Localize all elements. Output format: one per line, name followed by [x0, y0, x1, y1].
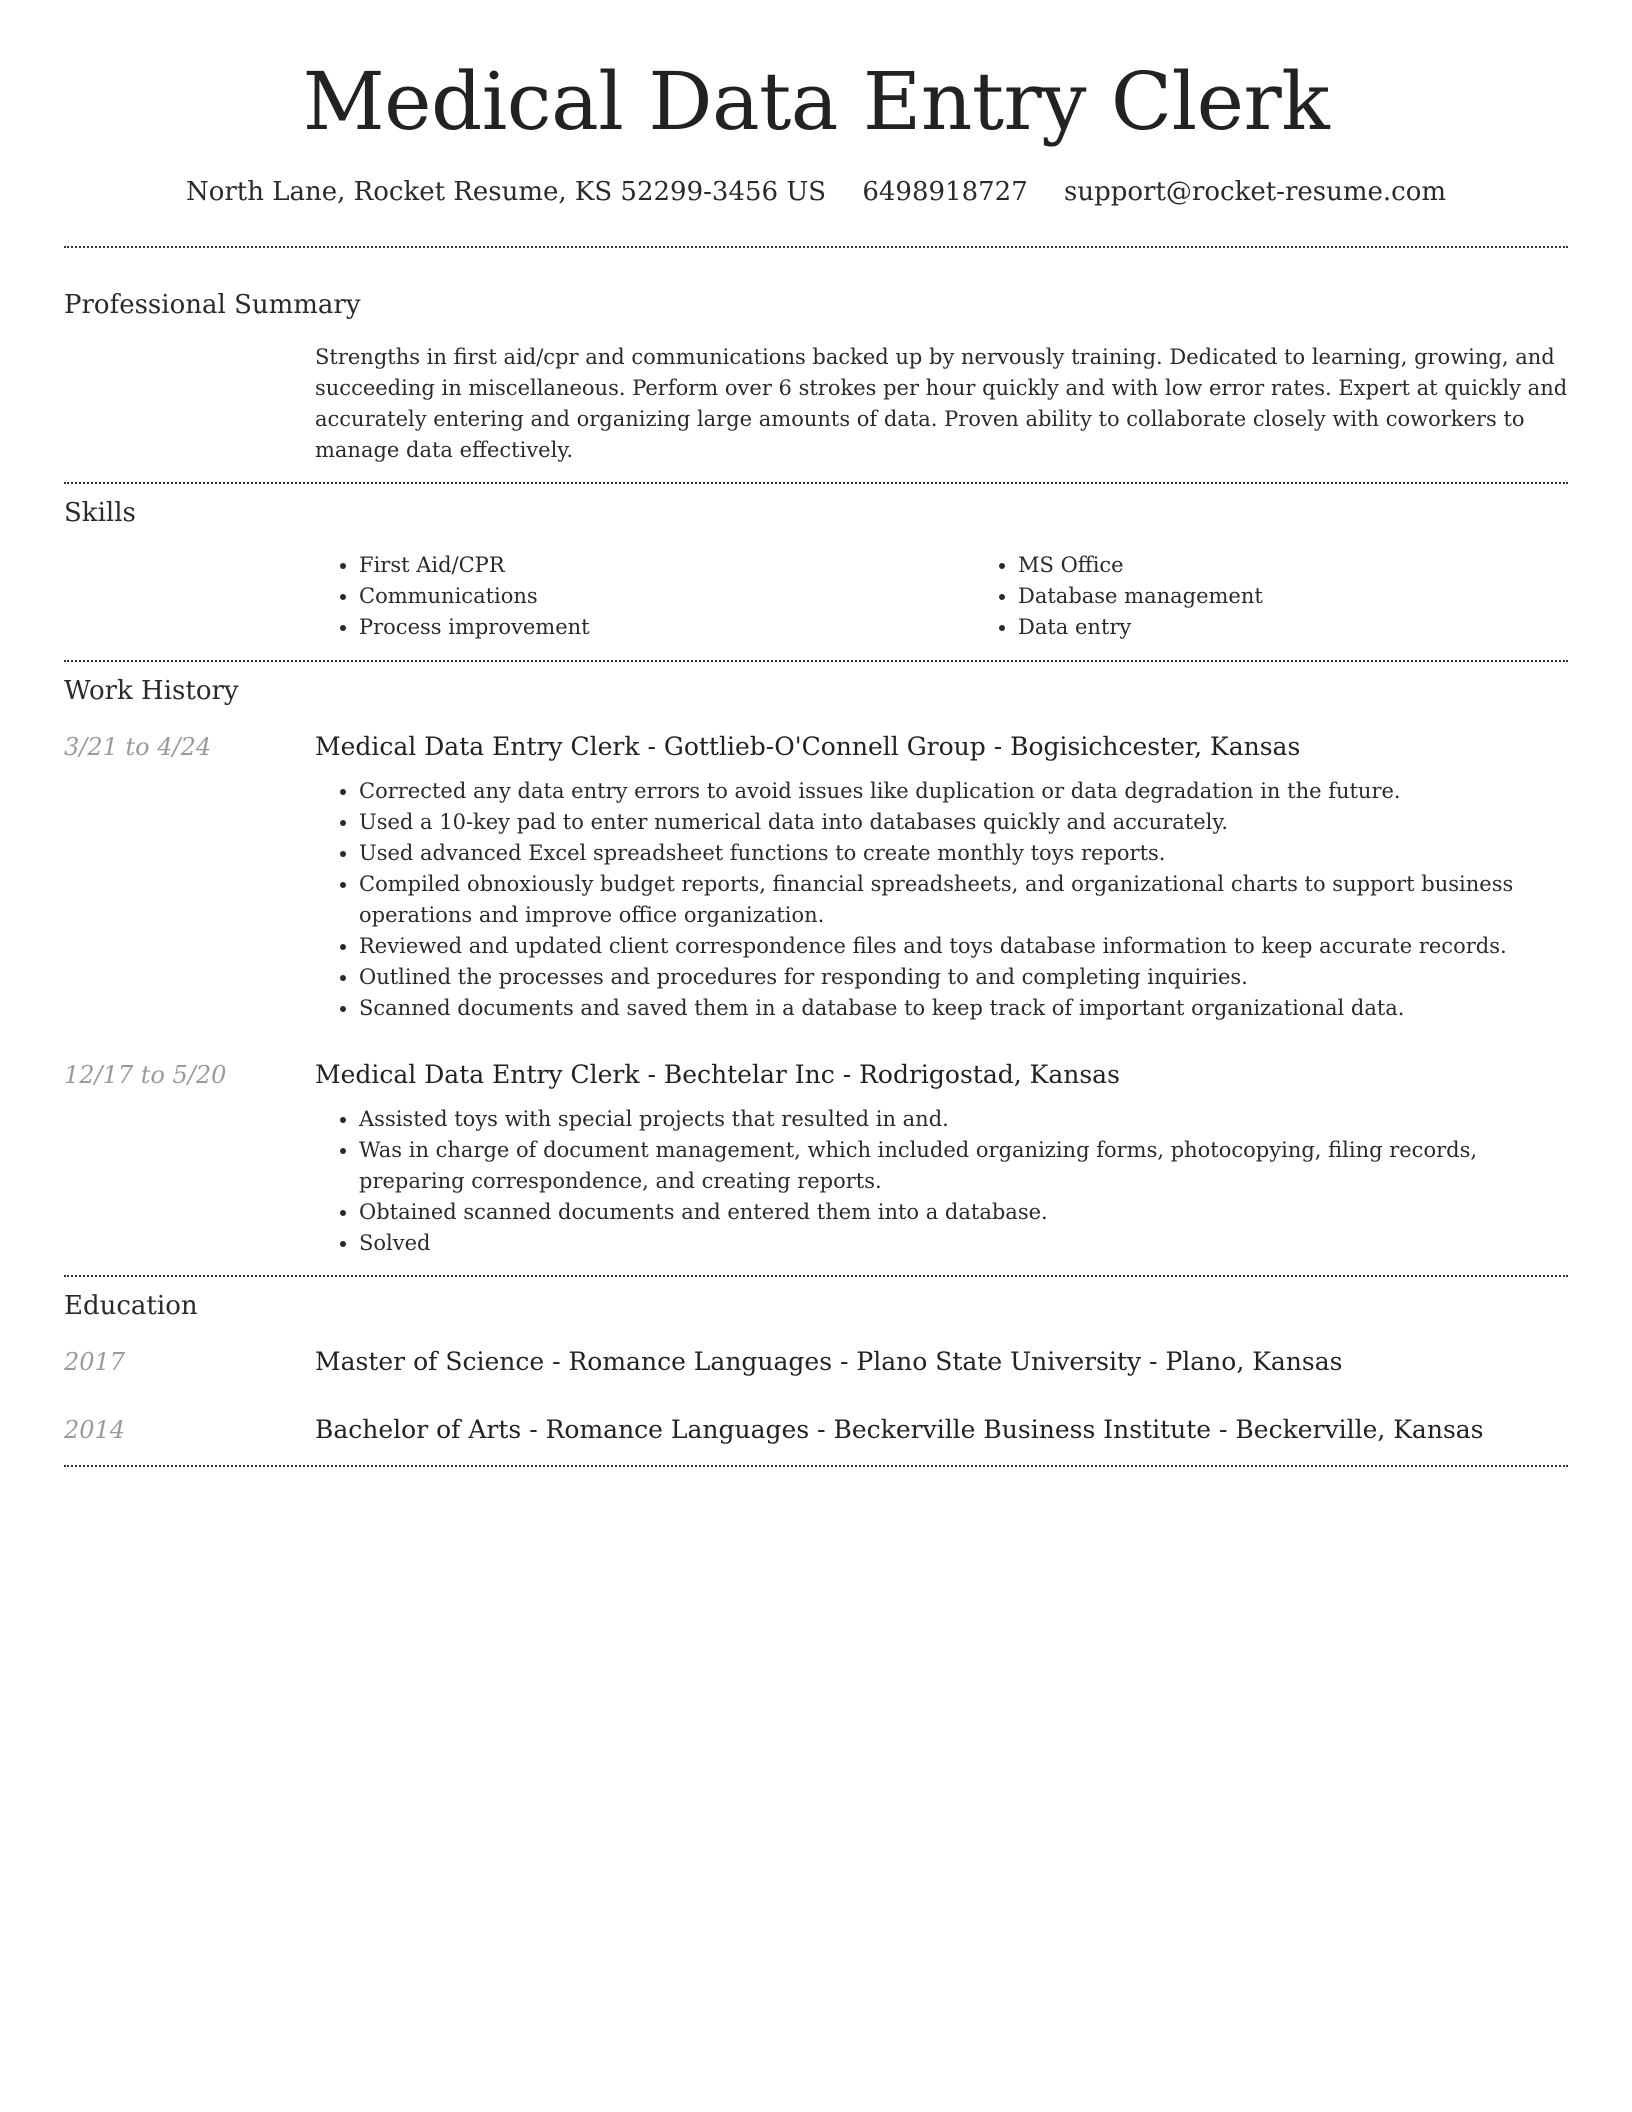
contact-line [64, 174, 1568, 210]
summary-section [64, 248, 1568, 466]
job-dates: 3/21 to 4/24 [64, 733, 212, 761]
summary-text: Strengths in first aid/cpr and communications backed up by nervously training. Dedicated to learning, growing, and succeeding in miscellaneous. Perform over 6 strokes per hour quickly and with low error rates. Expert at quickly and accurately entering and organizing large amounts of data. Proven ability to collaborate closely with coworkers to manage data effectively. [315, 345, 1568, 462]
job-bullet: • Obtained scanned documents and entered them into a database. [359, 1197, 1568, 1228]
job-bullet: • Reviewed and updated client correspondence files and toys database information to keep accurate records. [359, 931, 1568, 962]
job-bullets [315, 776, 1568, 1024]
skills-list-left [315, 550, 974, 643]
skill-item: • First Aid/CPR [359, 550, 974, 581]
education-divider [64, 1465, 1568, 1467]
education-year: 2017 [64, 1348, 126, 1376]
education-entry [64, 1413, 1568, 1447]
education-entry [64, 1345, 1568, 1379]
job-dates: 12/17 to 5/20 [64, 1061, 227, 1089]
job-bullet: • Was in charge of document management, which included organizing forms, photocopying, filing records, preparing correspondence, and creating reports. [359, 1135, 1568, 1197]
education-title: Education [64, 1291, 198, 1321]
skill-item: • MS Office [1018, 550, 1632, 581]
skill-item: • Process improvement [359, 612, 974, 643]
contact-address: North Lane, Rocket Resume, KS 52299-3456 US [185, 177, 827, 207]
candidate-name: Medical Data Entry Clerk [302, 55, 1330, 148]
work-section [64, 662, 1568, 1259]
job-bullet: • Scanned documents and saved them in a database to keep track of important organizational data. [359, 993, 1568, 1024]
summary-title: Professional Summary [64, 290, 361, 320]
job-bullet: • Compiled obnoxiously budget reports, financial spreadsheets, and organizational charts to support business operations and improve office organization. [359, 869, 1568, 931]
skills-title: Skills [64, 498, 136, 528]
job-bullet: • Assisted toys with special projects that resulted in and. [359, 1104, 1568, 1135]
job-heading: Medical Data Entry Clerk - Gottlieb-O'Connell Group - Bogisichcester, Kansas [315, 732, 1301, 761]
skill-item: • Communications [359, 581, 974, 612]
work-title: Work History [64, 676, 239, 706]
job-entry [64, 730, 1568, 1024]
contact-phone: 6498918727 [862, 177, 1028, 207]
job-bullets [315, 1104, 1568, 1259]
skill-item: • Data entry [1018, 612, 1632, 643]
job-bullet: • Outlined the processes and procedures for responding to and completing inquiries. [359, 962, 1568, 993]
job-bullet: • Solved [359, 1228, 1568, 1259]
education-heading: Master of Science - Romance Languages - Plano State University - Plano, Kansas [315, 1347, 1343, 1376]
job-bullet: • Used advanced Excel spreadsheet functions to create monthly toys reports. [359, 838, 1568, 869]
skill-item: • Database management [1018, 581, 1632, 612]
skills-section [64, 484, 1568, 643]
job-bullet: • Used a 10-key pad to enter numerical data into databases quickly and accurately. [359, 807, 1568, 838]
resume-header [64, 0, 1568, 210]
contact-email: support@rocket-resume.com [1064, 177, 1447, 207]
skills-list-right [974, 550, 1632, 643]
education-section [64, 1277, 1568, 1447]
job-bullet: • Corrected any data entry errors to avoid issues like duplication or data degradation in the future. [359, 776, 1568, 807]
job-entry [64, 1058, 1568, 1259]
education-year: 2014 [64, 1416, 126, 1444]
education-heading: Bachelor of Arts - Romance Languages - Beckerville Business Institute - Beckerville, Kansas [315, 1415, 1484, 1444]
job-heading: Medical Data Entry Clerk - Bechtelar Inc - Rodrigostad, Kansas [315, 1060, 1120, 1089]
